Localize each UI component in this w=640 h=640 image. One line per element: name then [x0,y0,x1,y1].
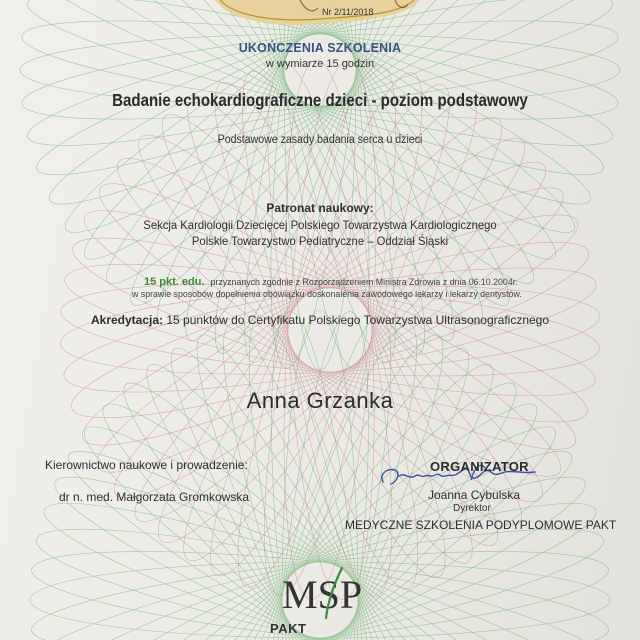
accreditation-text: 15 punktów do Certyfikatu Polskiego Towarzystwa Ultrasonograficznego [166,313,550,327]
accreditation [0,313,640,327]
patronage-line: Polskie Towarzystwo Pediatryczne – Oddział Śląski [191,234,449,248]
organizer-person: Joanna Cybulska [428,488,521,502]
course-title: Badanie echokardiograficzne dzieci - poziom podstawowy [112,90,528,110]
points-line-2: w sprawie sposobów dopełnienia obowiązku doskonalenia zawodowego lekarzy i lekarzy dentystów. [132,289,522,299]
patronage-line: Sekcja Kardiologii Dziecięcej Polskiego Towarzystwa Kardiologicznego [143,218,497,232]
logo-letters: MSP [282,572,363,617]
recipient-name: Anna Grzanka [246,388,394,413]
lead-person: dr n. med. Małgorzata Gromkowska [59,490,250,504]
patronage-label: Patronat naukowy: [266,201,374,215]
certificate-hours: w wymiarze 15 godzin [265,58,375,70]
organizer-company: MEDYCZNE SZKOLENIA PODYPLOMOWE PAKT [345,518,617,532]
organizer-label: ORGANIZATOR [430,459,529,474]
organizer-role: Dyrektor [453,503,491,514]
points-highlight: 15 pkt. edu. [144,276,205,288]
points-text: przyznanych zgodnie z Rozporządzeniem Ministra Zdrowia z dnia 06.10.2004r. [210,277,518,287]
top-seal [215,0,420,25]
lead-label: Kierownictwo naukowe i prowadzenie: [45,458,248,472]
msp-logo [268,562,378,622]
registration-number: Nr 2/11/2018 [322,7,374,17]
course-subtitle: Podstawowe zasady badania serca u dzieci [217,134,423,146]
logo-word: PAKT [270,621,307,636]
points-line-1 [144,276,518,288]
accreditation-label: Akredytacja: [90,313,164,327]
certificate-heading: UKOŃCZENIA SZKOLENIA [238,41,402,55]
